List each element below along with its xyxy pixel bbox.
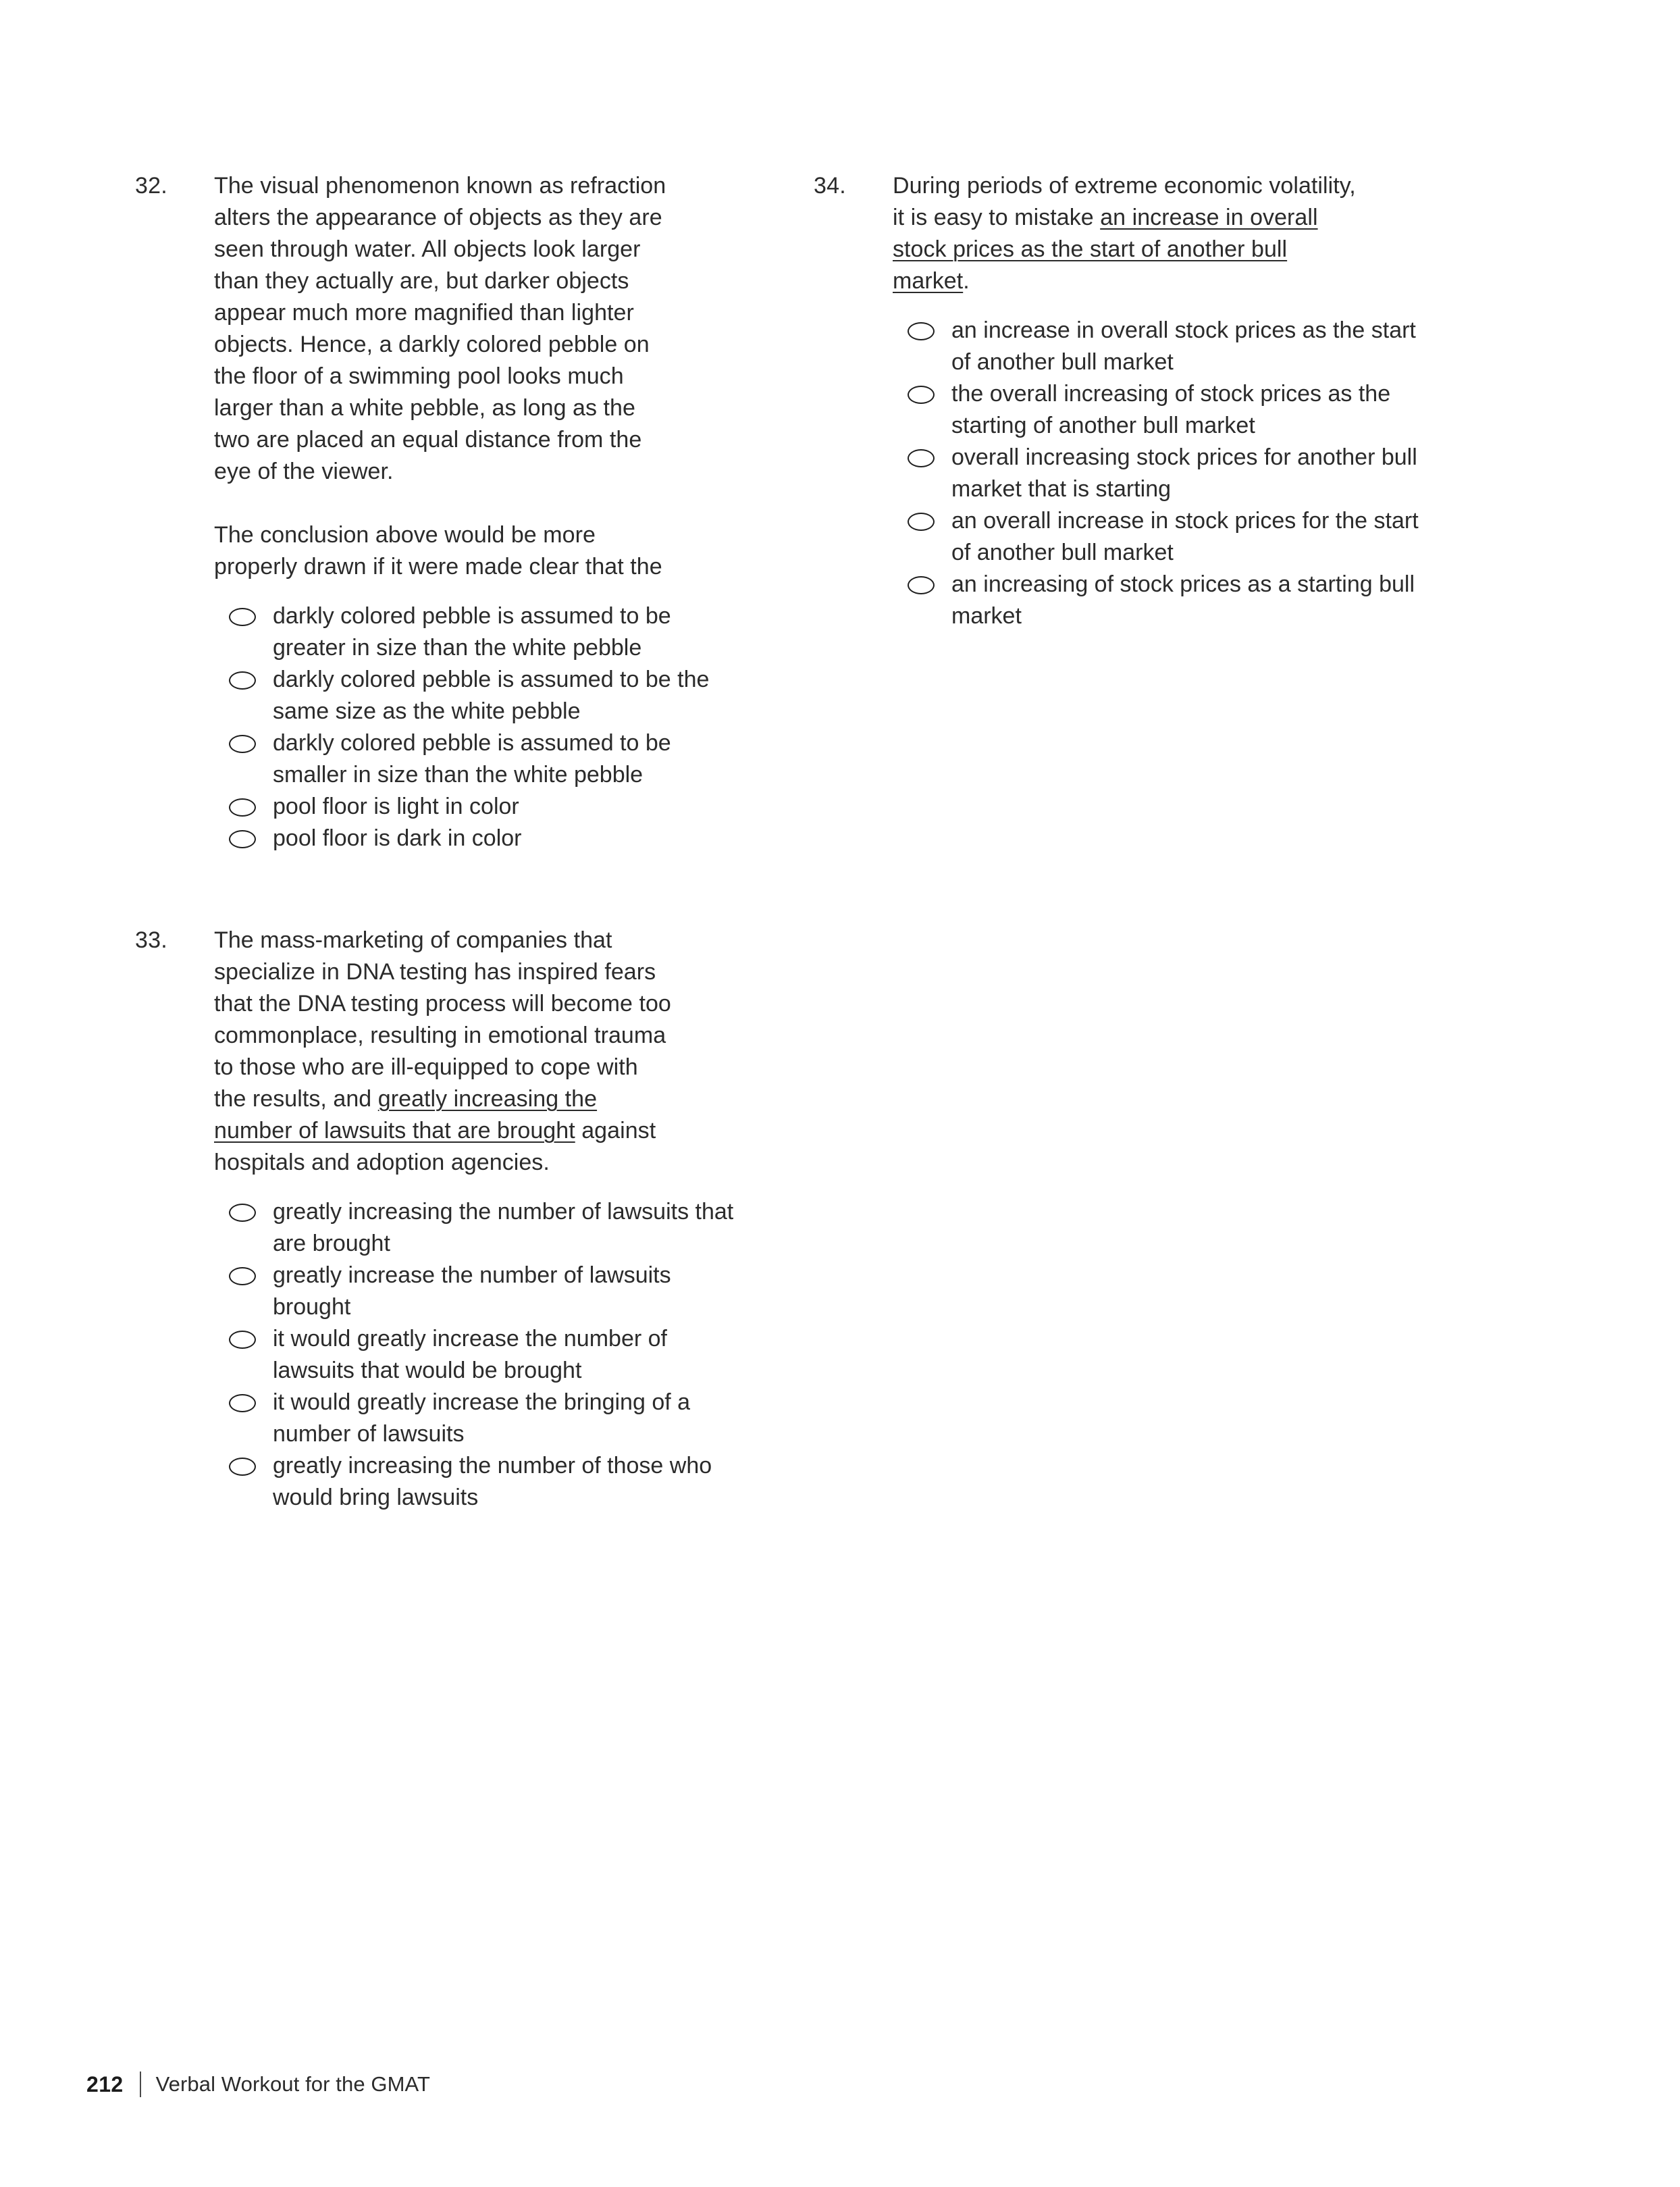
oval-bubble-icon[interactable] [229, 1331, 256, 1349]
answer-choice-label: greatly increasing the number of those who would bring lawsuits [273, 1453, 712, 1510]
answer-choice-list [893, 315, 1546, 632]
answer-choice[interactable] [893, 505, 1438, 569]
stem-text: The visual phenomenon known as refraction alters the appearance of objects as they are seen through water. All objects look larger than they actually are, but darker objects appear much more magnified than lighter objects. Hence, a darkly colored pebble on the floor of a swimming pool looks much larger than a white pebble, as long as the two are placed an equal distance from the eye of the viewer. [214, 173, 666, 484]
answer-choice[interactable] [214, 664, 743, 727]
two-column-layout [0, 170, 1680, 1524]
answer-choice[interactable] [214, 600, 743, 664]
question-number: 33. [135, 927, 167, 953]
oval-bubble-icon[interactable] [229, 830, 256, 848]
underlined-phrase: greatly increasing the number of lawsuits that are brought [214, 1086, 598, 1143]
oval-bubble-icon[interactable] [229, 608, 256, 626]
oval-bubble-icon[interactable] [908, 386, 935, 404]
answer-choice-label: an increasing of stock prices as a starting bull market [951, 571, 1415, 629]
question-block-34 [814, 170, 1546, 632]
footer-book-title: Verbal Workout for the GMAT [155, 2072, 431, 2096]
page-footer [86, 2069, 430, 2099]
question-stem-paragraph [214, 519, 673, 583]
answer-choice[interactable] [214, 1260, 743, 1323]
answer-choice-label: pool floor is light in color [273, 794, 519, 819]
answer-choice-label: an increase in overall stock prices as the start of another bull market [951, 317, 1416, 375]
oval-bubble-icon[interactable] [908, 322, 935, 340]
oval-bubble-icon[interactable] [908, 449, 935, 467]
answer-choice[interactable] [214, 791, 743, 823]
question-stem-paragraph [214, 925, 673, 1179]
answer-choice-label: pool floor is dark in color [273, 825, 522, 851]
answer-choice[interactable] [214, 1387, 743, 1450]
answer-choice[interactable] [893, 315, 1438, 378]
answer-choice[interactable] [214, 823, 743, 854]
question-stem-paragraph [893, 170, 1365, 297]
stem-text: During periods of extreme economic volatility, it is easy to mistake [893, 173, 1356, 230]
question-body [214, 925, 743, 1514]
oval-bubble-icon[interactable] [908, 513, 935, 531]
answer-choice-label: darkly colored pebble is assumed to be the same size as the white pebble [273, 667, 710, 724]
answer-choice-label: darkly colored pebble is assumed to be smaller in size than the white pebble [273, 730, 671, 788]
answer-choice[interactable] [214, 1323, 743, 1387]
oval-bubble-icon[interactable] [229, 798, 256, 817]
oval-bubble-icon[interactable] [229, 1458, 256, 1476]
stem-text: The mass-marketing of companies that specialize in DNA testing has inspired fears that the DNA testing process will become too commonplace, resulting in emotional trauma to those who are ill-equipped to cope with the results, and [214, 927, 671, 1112]
stem-text: . [963, 268, 970, 294]
footer-divider [140, 2072, 141, 2097]
oval-bubble-icon[interactable] [229, 1267, 256, 1285]
question-number: 32. [135, 173, 167, 199]
stem-text: The conclusion above would be more properly drawn if it were made clear that the [214, 522, 662, 580]
oval-bubble-icon[interactable] [229, 1394, 256, 1412]
question-block-33 [135, 925, 743, 1514]
answer-choice-label: greatly increasing the number of lawsuits that are brought [273, 1199, 734, 1256]
answer-choice[interactable] [214, 1450, 743, 1514]
answer-choice-label: darkly colored pebble is assumed to be greater in size than the white pebble [273, 603, 671, 661]
underlined-phrase: an increase in overall stock prices as the start of another bull market [893, 205, 1318, 294]
answer-choice-label: it would greatly increase the bringing of a number of lawsuits [273, 1389, 691, 1447]
oval-bubble-icon[interactable] [908, 576, 935, 594]
right-column [743, 170, 1546, 643]
oval-bubble-icon[interactable] [229, 1204, 256, 1222]
answer-choice[interactable] [214, 727, 743, 791]
question-block-32 [135, 170, 743, 854]
answer-choice-label: the overall increasing of stock prices as the starting of another bull market [951, 381, 1391, 438]
answer-choice-list [214, 1196, 743, 1514]
answer-choice-label: overall increasing stock prices for another bull market that is starting [951, 444, 1417, 502]
answer-choice[interactable] [214, 1196, 743, 1260]
stem-text: against hospitals and adoption agencies. [214, 1118, 656, 1175]
answer-choice-list [214, 600, 743, 854]
answer-choice-label: greatly increase the number of lawsuits brought [273, 1262, 671, 1320]
question-body [214, 170, 743, 854]
question-body [893, 170, 1546, 632]
footer-page-number: 212 [86, 2072, 124, 2096]
answer-choice[interactable] [893, 569, 1438, 632]
left-column [0, 170, 743, 1524]
oval-bubble-icon[interactable] [229, 671, 256, 690]
answer-choice-label: an overall increase in stock prices for the start of another bull market [951, 508, 1419, 565]
answer-choice[interactable] [893, 378, 1438, 442]
answer-choice[interactable] [893, 442, 1438, 505]
oval-bubble-icon[interactable] [229, 735, 256, 753]
question-stem-paragraph [214, 170, 673, 488]
answer-choice-label: it would greatly increase the number of lawsuits that would be brought [273, 1326, 667, 1383]
question-number: 34. [814, 173, 846, 199]
